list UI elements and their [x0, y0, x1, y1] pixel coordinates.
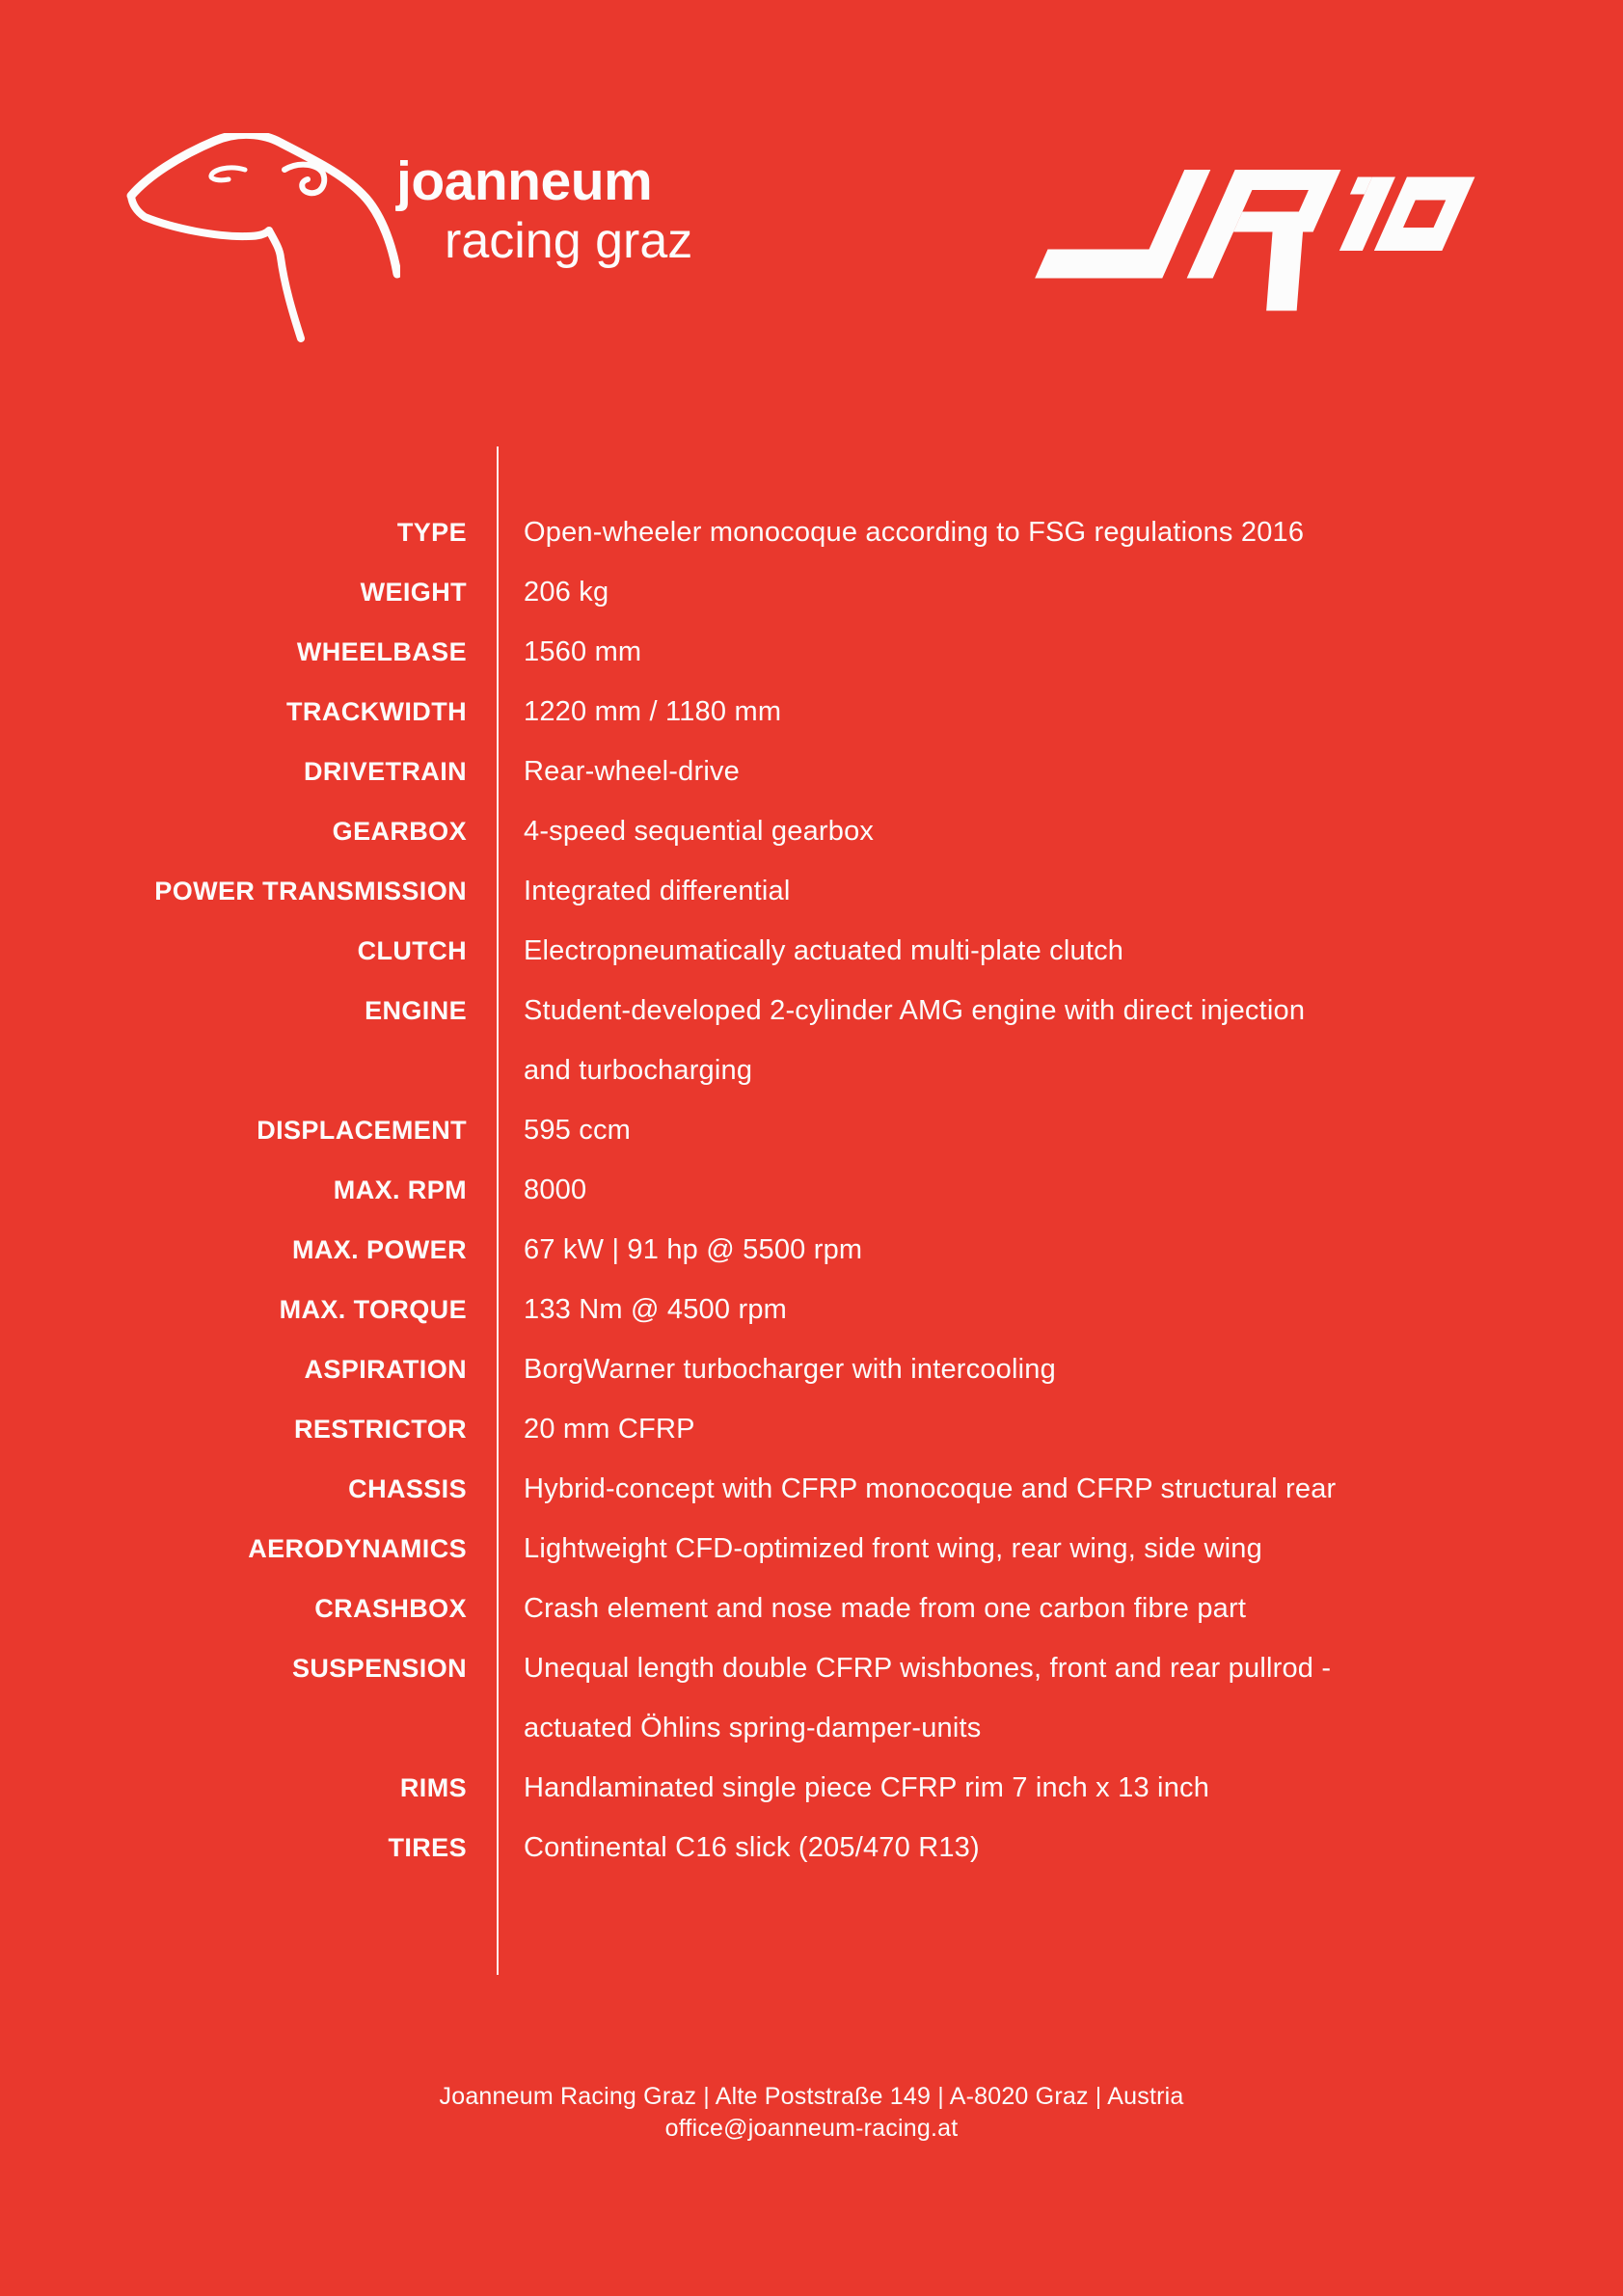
- spec-row: [0, 1579, 1623, 1638]
- spec-row: [0, 1399, 1623, 1459]
- spec-row: [0, 562, 1623, 622]
- spec-value: [524, 1459, 1336, 1519]
- spec-value: [524, 861, 791, 921]
- jr16-logo-text: [0, 0, 1, 1]
- spec-value-line: and turbocharging: [524, 1054, 753, 1086]
- spec-row: [0, 1220, 1623, 1280]
- spec-row: [0, 742, 1623, 801]
- footer-address: Joanneum Racing Graz | Alte Poststraße 149 | A-8020 Graz | Austria: [439, 2083, 1184, 2110]
- spec-value-line: 4-speed sequential gearbox: [524, 815, 875, 847]
- spec-label: CLUTCH: [357, 935, 467, 965]
- spec-row: [0, 1818, 1623, 1877]
- spec-row: [0, 801, 1623, 861]
- spec-label: POWER TRANSMISSION: [154, 876, 467, 905]
- spec-value: [524, 682, 781, 742]
- panther-head-outline-icon: [121, 133, 400, 343]
- spec-label: GEARBOX: [332, 816, 467, 846]
- spec-value: [524, 1818, 980, 1877]
- spec-value-line: 1220 mm / 1180 mm: [524, 695, 782, 727]
- spec-label: AERODYNAMICS: [248, 1533, 467, 1563]
- spec-value: [524, 1579, 1246, 1638]
- spec-label: MAX. POWER: [291, 1234, 467, 1264]
- spec-label: DRIVETRAIN: [303, 756, 467, 786]
- spec-value-line: Handlaminated single piece CFRP rim 7 inch x 13 inch: [524, 1771, 1210, 1803]
- spec-row: [0, 622, 1623, 682]
- spec-value: [524, 562, 609, 622]
- spec-value-line: Crash element and nose made from one carbon fibre part: [524, 1592, 1247, 1624]
- spec-value-line: 206 kg: [524, 576, 609, 608]
- spec-label: ENGINE: [365, 995, 467, 1025]
- spec-value-line: actuated Öhlins spring-damper-units: [524, 1712, 982, 1743]
- spec-label: RESTRICTOR: [293, 1414, 467, 1444]
- spec-label: DISPLACEMENT: [257, 1115, 467, 1145]
- footer-email: office@joanneum-racing.at: [664, 2115, 959, 2142]
- spec-value: [524, 921, 1123, 981]
- spec-value: [524, 742, 740, 801]
- spec-value-line: 8000: [524, 1174, 587, 1205]
- spec-value: [524, 1100, 631, 1160]
- spec-label: ASPIRATION: [304, 1354, 467, 1384]
- spec-value-line: 67 kW | 91 hp @ 5500 rpm: [524, 1233, 863, 1265]
- spec-value-line: 20 mm CFRP: [524, 1413, 695, 1445]
- spec-row: [0, 1339, 1623, 1399]
- spec-label: TYPE: [396, 517, 467, 547]
- spec-row: [0, 921, 1623, 981]
- spec-table: [0, 502, 1623, 1877]
- footer: [0, 2081, 1623, 2145]
- spec-value-line: Integrated differential: [524, 875, 791, 906]
- spec-value-line: Student-developed 2-cylinder AMG engine with direct injection: [524, 994, 1306, 1026]
- spec-row: [0, 981, 1623, 1100]
- spec-row: [0, 1459, 1623, 1519]
- spec-row: [0, 1280, 1623, 1339]
- brand-name: joanneum: [396, 150, 653, 212]
- spec-value: [524, 1758, 1209, 1818]
- spec-label: CRASHBOX: [314, 1593, 467, 1623]
- spec-row: [0, 682, 1623, 742]
- brand-wordmark: [396, 150, 693, 269]
- spec-value: [524, 1280, 787, 1339]
- spec-row: [0, 861, 1623, 921]
- spec-label: RIMS: [399, 1772, 467, 1802]
- spec-row: [0, 502, 1623, 562]
- spec-value-line: BorgWarner turbocharger with intercooling: [524, 1353, 1056, 1385]
- spec-value-line: 1560 mm: [524, 635, 642, 667]
- spec-label: MAX. RPM: [333, 1175, 467, 1204]
- spec-value: [524, 622, 641, 682]
- brand-subname: racing graz: [445, 213, 693, 269]
- spec-value-line: 595 ccm: [524, 1114, 631, 1146]
- spec-value: [524, 981, 1305, 1100]
- spec-value: [524, 1519, 1262, 1579]
- spec-value-line: Electropneumatically actuated multi-plate clutch: [524, 934, 1124, 966]
- spec-label: MAX. TORQUE: [279, 1294, 467, 1324]
- spec-row: [0, 1638, 1623, 1758]
- spec-value: [524, 1160, 586, 1220]
- spec-label: TRACKWIDTH: [286, 696, 467, 726]
- spec-row: [0, 1160, 1623, 1220]
- spec-value-line: Rear-wheel-drive: [524, 755, 740, 787]
- spec-label: SUSPENSION: [291, 1653, 467, 1683]
- spec-value-line: Hybrid-concept with CFRP monocoque and CFRP structural rear: [524, 1472, 1337, 1504]
- spec-value-line: Lightweight CFD-optimized front wing, rear wing, side wing: [524, 1532, 1262, 1564]
- spec-label: CHASSIS: [348, 1473, 467, 1503]
- spec-value-line: Open-wheeler monocoque according to FSG regulations 2016: [524, 516, 1305, 548]
- spec-value: [524, 801, 874, 861]
- spec-value-line: 133 Nm @ 4500 rpm: [524, 1293, 788, 1325]
- jr16-logo-icon: [1014, 170, 1477, 314]
- spec-row: [0, 1519, 1623, 1579]
- spec-value: [524, 1339, 1056, 1399]
- spec-value: [524, 1220, 862, 1280]
- spec-label: TIRES: [388, 1832, 467, 1862]
- spec-label: WEIGHT: [360, 577, 467, 607]
- spec-value: [524, 1638, 1331, 1758]
- spec-row: [0, 1758, 1623, 1818]
- spec-label: WHEELBASE: [296, 636, 467, 666]
- spec-row: [0, 1100, 1623, 1160]
- spec-value-line: Unequal length double CFRP wishbones, front and rear pullrod -: [524, 1652, 1332, 1684]
- spec-value-line: Continental C16 slick (205/470 R13): [524, 1831, 980, 1863]
- spec-value: [524, 502, 1304, 562]
- spec-value: [524, 1399, 695, 1459]
